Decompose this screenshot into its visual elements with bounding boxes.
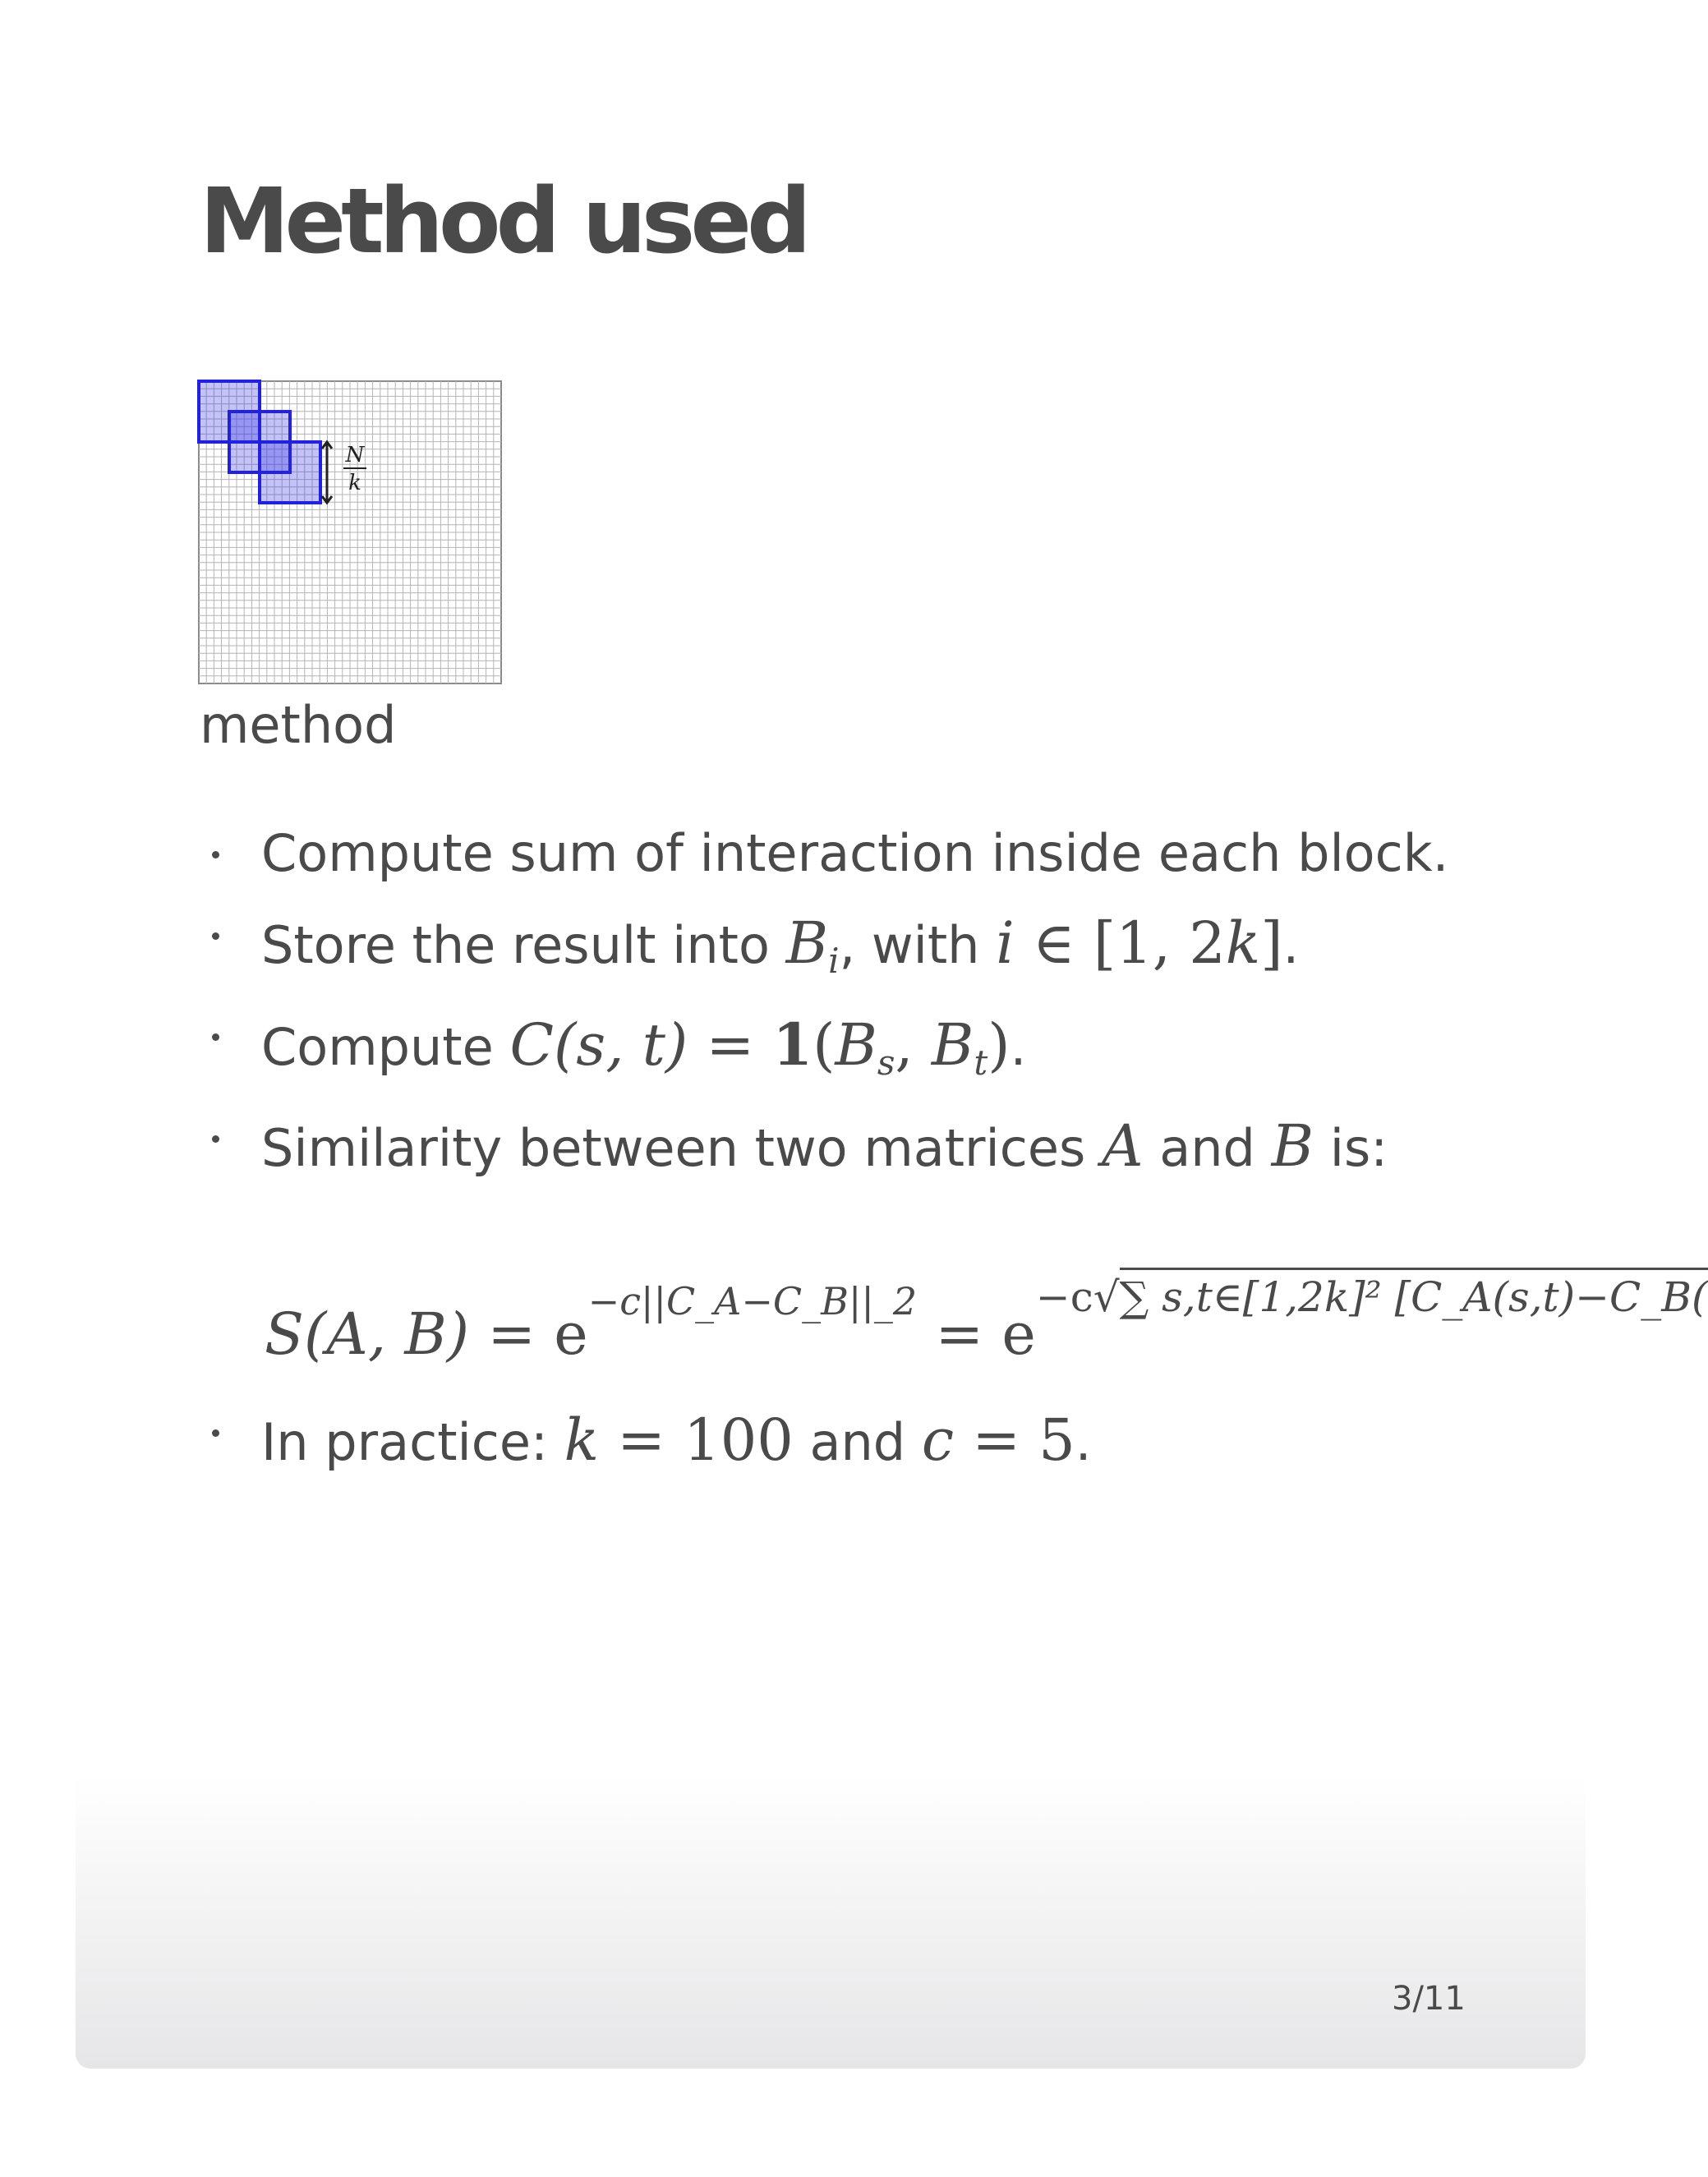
bullet-item-1	[0, 813, 1683, 904]
bullet-text-part: .	[1282, 915, 1300, 975]
math-subscript: t	[974, 1042, 988, 1083]
math-expression: (s, t)	[554, 1011, 688, 1079]
math-symbol: i	[996, 909, 1015, 977]
bullet-text-part: .	[1075, 1412, 1092, 1472]
bullet-dot	[212, 1429, 219, 1437]
math-subscript: s	[877, 1042, 895, 1083]
bullet-text: Compute sum of interaction inside each block.	[261, 823, 1449, 883]
equation-radicand: ∑ s,t∈[1,2k]² [C_A(s,t)−C_B(	[1120, 1268, 1708, 1321]
equation-exponent: −c||C_A−C_B||_2	[587, 1279, 918, 1323]
math-expression: ,	[895, 1011, 932, 1079]
equation-sqrt-exponent: −c√	[1035, 1273, 1120, 1321]
math-symbol: k	[1225, 909, 1261, 977]
bullet-dot	[212, 1135, 219, 1143]
bullet-text	[261, 1010, 1026, 1083]
bullet-dot	[212, 1033, 219, 1041]
math-expression: = 5	[954, 1406, 1075, 1474]
math-symbol: k	[564, 1406, 600, 1474]
math-symbol: B	[785, 909, 829, 977]
math-symbol: c	[921, 1406, 955, 1474]
equation-line	[265, 1273, 1708, 1368]
bullet-item-4	[0, 1111, 1683, 1201]
bullet-item-3	[0, 1009, 1683, 1099]
math-indicator: 1	[772, 1010, 813, 1079]
method-figure	[197, 380, 503, 685]
math-expression: =	[688, 1011, 773, 1079]
math-expression: = 100	[599, 1406, 794, 1474]
bullet-text-part: and	[1143, 1118, 1272, 1178]
similarity-equation	[265, 1216, 1708, 1368]
bullet-text-part: .	[1010, 1017, 1027, 1077]
block-grid-diagram	[197, 380, 503, 685]
dimension-denominator: k	[348, 471, 361, 495]
dimension-numerator: N	[345, 443, 365, 467]
math-subscript: i	[828, 941, 840, 981]
math-expression: ]	[1260, 909, 1283, 977]
math-symbol: B	[835, 1011, 877, 1079]
math-expression: (	[813, 1011, 836, 1079]
bullet-text-part: Store the result into	[261, 915, 786, 975]
bullet-text	[261, 1112, 1388, 1180]
math-symbol: B	[931, 1011, 974, 1079]
figure-caption: method	[200, 695, 397, 755]
bullet-text-part: Similarity between two matrices	[261, 1118, 1102, 1178]
bullet-text	[261, 1406, 1091, 1474]
bullet-dot	[212, 851, 219, 858]
page-number: 3/11	[1392, 1980, 1466, 2018]
slide-title: Method used	[200, 168, 807, 274]
equation-lhs: S(A, B)	[265, 1300, 470, 1368]
equation-exp-base: = e	[917, 1300, 1036, 1368]
bullet-text-part: Compute	[261, 1017, 510, 1077]
bullet-text-part: is:	[1314, 1118, 1388, 1178]
bullet-text	[261, 909, 1299, 981]
bullet-item-5	[0, 1405, 1683, 1495]
math-expression: )	[988, 1011, 1011, 1079]
block-3	[260, 442, 320, 503]
bullet-text-part: , with	[839, 915, 997, 975]
math-symbol: C	[509, 1011, 554, 1079]
bullet-item-2	[0, 908, 1683, 998]
math-symbol: A	[1101, 1112, 1144, 1180]
math-symbol: B	[1271, 1112, 1314, 1180]
equation-exp-base: = e	[469, 1300, 588, 1368]
bullet-text-part: In practice:	[261, 1412, 564, 1472]
bullet-dot	[212, 932, 219, 940]
math-expression: ∈ [1, 2	[1014, 909, 1226, 977]
bullet-text-part: and	[793, 1412, 922, 1472]
